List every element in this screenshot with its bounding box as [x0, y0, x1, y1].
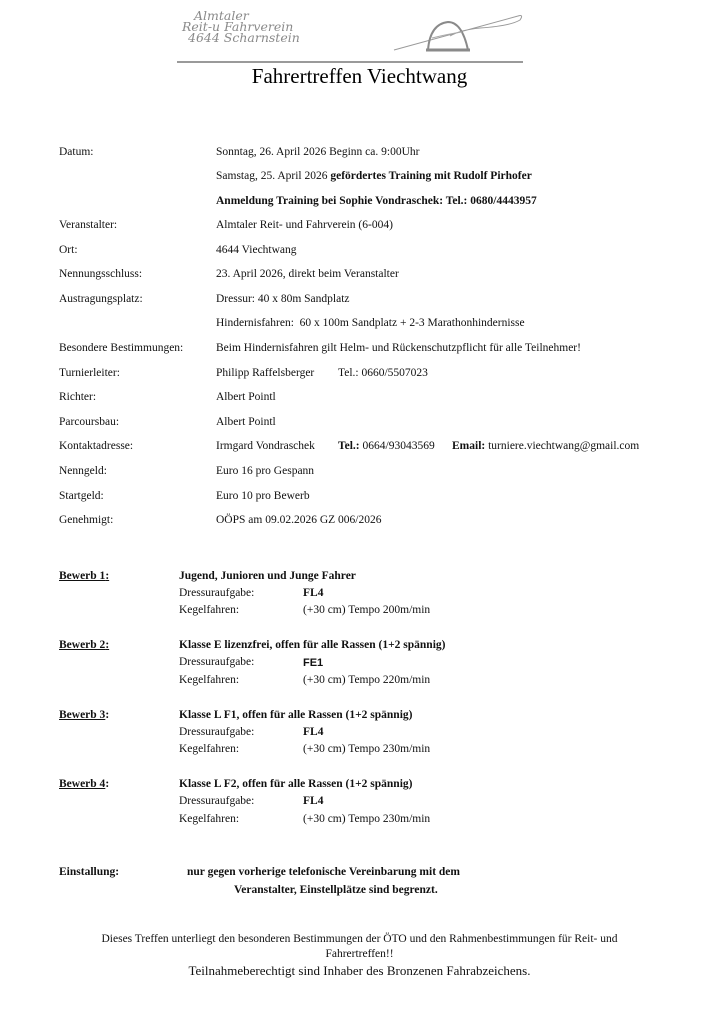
bewerb-4-dressur-value: FL4	[303, 795, 324, 807]
parcoursbau-label: Parcoursbau:	[59, 416, 120, 428]
bestimmungen-value: Beim Hindernisfahren gilt Helm- und Rückenschutzpflicht für alle Teilnehmer!	[216, 342, 581, 354]
nenngeld-label: Nenngeld:	[59, 465, 107, 477]
bestimmungen-label: Besondere Bestimmungen:	[59, 342, 184, 354]
footer-line-3: Teilnahmeberechtigt sind Inhaber des Bronzenen Fahrabzeichens.	[188, 963, 531, 978]
genehmigt-value: OÖPS am 09.02.2026 GZ 006/2026	[216, 514, 382, 526]
bewerb-3-title: Klasse L F1, offen für alle Rassen (1+2 spännig)	[179, 709, 413, 721]
einstallung-line-2: Veranstalter, Einstellplätze sind begrenzt.	[234, 884, 438, 896]
bewerb-4-title: Klasse L F2, offen für alle Rassen (1+2 spännig)	[179, 778, 413, 790]
page-title: Fahrertreffen Viechtwang	[251, 64, 468, 88]
ort-value: 4644 Viechtwang	[216, 244, 297, 256]
bewerb-1-label: Bewerb 1:	[59, 570, 110, 582]
richter-label: Richter:	[59, 391, 97, 403]
bewerb-2-dressur-label: Dressuraufgabe:	[179, 656, 255, 668]
logo-line-2: Reit-u Fahrverein	[182, 19, 294, 34]
bewerb-4-label: Bewerb 4:	[59, 778, 110, 790]
nennungsschluss-value: 23. April 2026, direkt beim Veranstalter	[216, 268, 399, 280]
parcoursbau-value: Albert Pointl	[216, 416, 276, 428]
logo-line-1: Almtaler	[194, 8, 249, 23]
bewerb-2-label: Bewerb 2:	[59, 639, 110, 651]
einstallung-line-1: nur gegen vorherige telefonische Vereinbarung mit dem	[187, 866, 460, 878]
kontakt-phone	[338, 440, 435, 452]
footer-line-2: Fahrertreffen!!	[325, 948, 394, 960]
kontakt-email-value: turniere.viechtwang@gmail.com	[485, 440, 640, 452]
kontakt-name: Irmgard Vondraschek	[216, 440, 315, 452]
richter-value: Albert Pointl	[216, 391, 276, 403]
bewerb-3-dressur-label: Dressuraufgabe:	[179, 726, 255, 738]
nenngeld-value: Euro 16 pro Gespann	[216, 465, 315, 477]
bewerb-4-dressur-label: Dressuraufgabe:	[179, 795, 255, 807]
datum-label: Datum:	[59, 146, 94, 158]
startgeld-value: Euro 10 pro Bewerb	[216, 490, 310, 502]
bewerb-1-dressur-value: FL4	[303, 587, 324, 599]
datum-line-2	[216, 170, 532, 182]
austragungsplatz-hindernis: Hindernisfahren: 60 x 100m Sandplatz + 2-3 Marathonhindernisse	[216, 317, 525, 329]
austragungsplatz-dressur: Dressur: 40 x 80m Sandplatz	[216, 293, 350, 305]
ort-label: Ort:	[59, 244, 78, 256]
datum-line-1: Sonntag, 26. April 2026 Beginn ca. 9:00Uhr	[216, 146, 420, 158]
training-info: gefördertes Training mit Rudolf Pirhofer	[330, 170, 532, 182]
veranstalter-value: Almtaler Reit- und Fahrverein (6-004)	[216, 219, 393, 231]
kontakt-tel-label: Tel.:	[338, 440, 360, 452]
bewerb-1-kegel-label: Kegelfahren:	[179, 604, 240, 616]
bewerb-1-kegel-value: (+30 cm) Tempo 200m/min	[303, 604, 431, 616]
turnierleiter-name: Philipp Raffelsberger	[216, 367, 315, 379]
bewerb-3-kegel-value: (+30 cm) Tempo 230m/min	[303, 743, 431, 755]
turnierleiter-label: Turnierleiter:	[59, 367, 120, 379]
bewerb-4-kegel-label: Kegelfahren:	[179, 813, 240, 825]
bewerb-3-kegel-label: Kegelfahren:	[179, 743, 240, 755]
kontakt-email	[452, 440, 639, 452]
stirrup-whip-icon	[390, 10, 525, 56]
bewerb-1-dressur-label: Dressuraufgabe:	[179, 587, 255, 599]
bewerb-2-title: Klasse E lizenzfrei, offen für alle Rassen (1+2 spännig)	[179, 639, 446, 651]
datum-line-2-plain: Samstag, 25. April 2026	[216, 170, 331, 182]
bewerb-2-dressur-value: FE1	[303, 657, 324, 669]
genehmigt-label: Genehmigt:	[59, 514, 114, 526]
training-registration: Anmeldung Training bei Sophie Vondraschek: Tel.: 0680/4443957	[216, 195, 537, 207]
footer-line-1: Dieses Treffen unterliegt den besonderen Bestimmungen der ÖTO und den Rahmenbestimmungen für Reit- und	[101, 933, 618, 945]
nennungsschluss-label: Nennungsschluss:	[59, 268, 143, 280]
bewerb-3-dressur-value: FL4	[303, 726, 324, 738]
bewerb-3-label: Bewerb 3:	[59, 709, 110, 721]
bewerb-2-kegel-value: (+30 cm) Tempo 220m/min	[303, 674, 431, 686]
einstallung-label: Einstallung:	[59, 866, 120, 878]
kontakt-tel-value: 0664/93043569	[359, 440, 435, 452]
datum-line-3	[216, 195, 537, 207]
veranstalter-label: Veranstalter:	[59, 219, 118, 231]
startgeld-label: Startgeld:	[59, 490, 104, 502]
kontakt-label: Kontaktadresse:	[59, 440, 134, 452]
austragungsplatz-label: Austragungsplatz:	[59, 293, 143, 305]
logo-line-3: 4644 Scharnstein	[188, 30, 300, 45]
kontakt-email-label: Email:	[452, 440, 486, 452]
header-rule	[177, 61, 523, 63]
bewerb-4-kegel-value: (+30 cm) Tempo 230m/min	[303, 813, 431, 825]
turnierleiter-phone: Tel.: 0660/5507023	[338, 367, 428, 379]
bewerb-2-kegel-label: Kegelfahren:	[179, 674, 240, 686]
bewerb-1-title: Jugend, Junioren und Junge Fahrer	[179, 570, 356, 582]
club-logo-text	[178, 10, 338, 56]
